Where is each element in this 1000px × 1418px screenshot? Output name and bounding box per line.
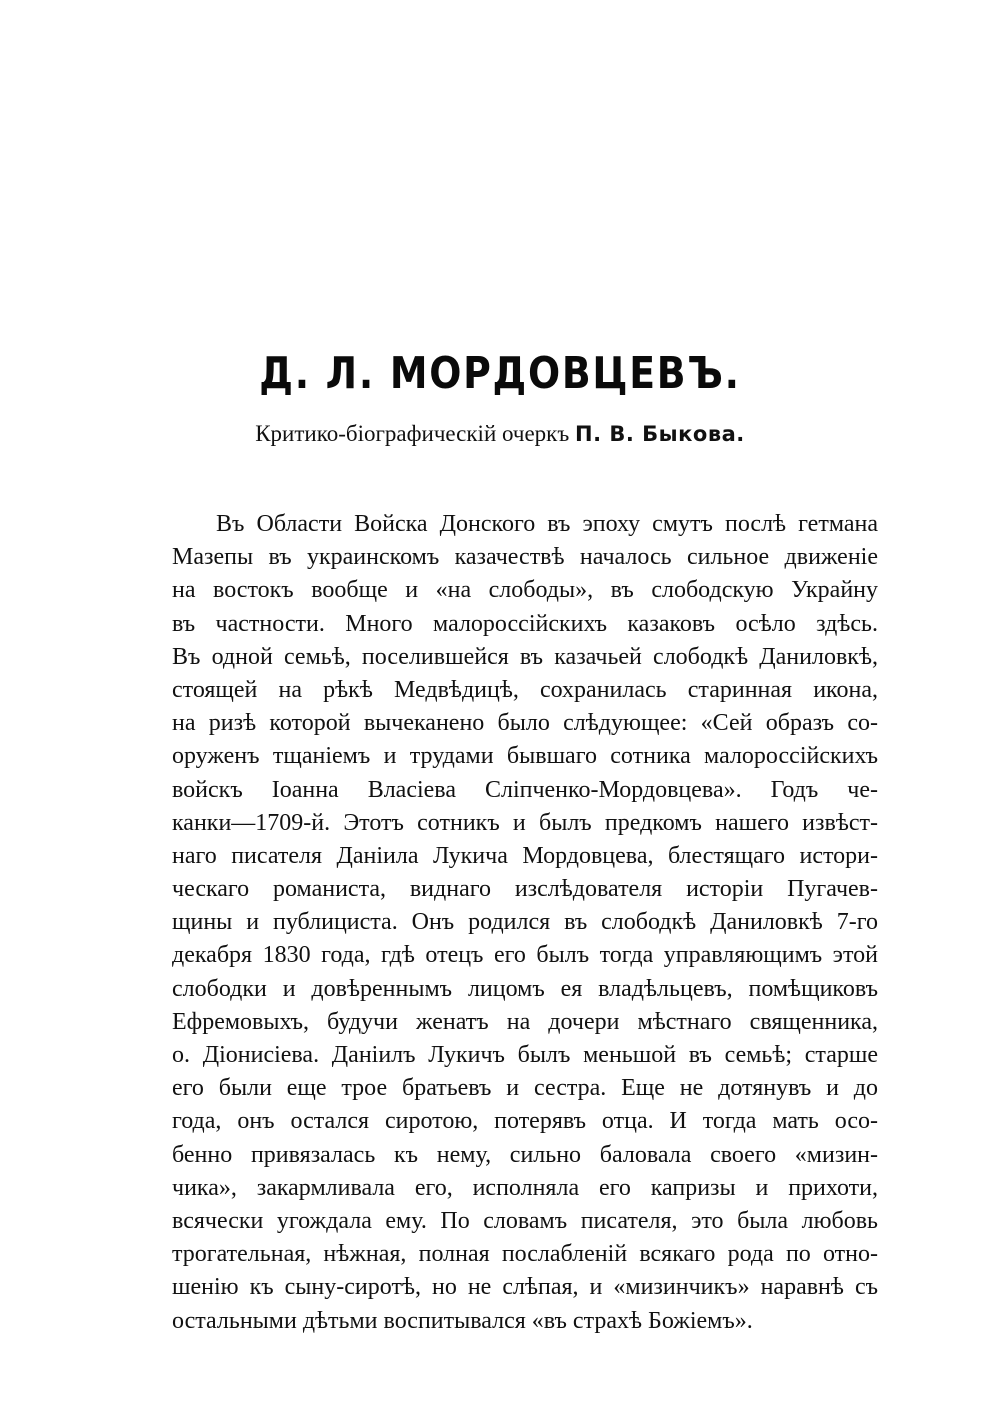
text-line: на востокъ вообще и «на слободы», въ слободскую Украйну [172, 577, 878, 604]
text-line: на ризѣ которой вычеканено было слѣдующее: «Сей образъ со- [172, 710, 878, 737]
text-line: трогательная, нѣжная, полная послабленій всякаго рода по отно- [172, 1241, 878, 1268]
body-paragraph [172, 508, 878, 1338]
text-line: бенно привязалась къ нему, сильно баловала своего «мизин- [172, 1141, 878, 1168]
subtitle-author: П. В. Быкова. [575, 422, 745, 446]
text-line: ческаго романиста, виднаго изслѣдователя исторіи Пугачев- [172, 876, 878, 903]
text-line: о. Діонисіева. Даніилъ Лукичъ былъ меньшой въ семьѣ; старше [172, 1042, 878, 1068]
text-line: шенію къ сыну-сиротѣ, но не слѣпая, и «мизинчикъ» наравнѣ съ [172, 1274, 878, 1301]
text-line: Ефремовыхъ, будучи женатъ на дочери мѣстнаго священника, [172, 1008, 878, 1035]
page-title: Д. Л. МОРДОВЦЕВЪ. [259, 348, 741, 399]
text-line: остальными дѣтьми воспитывался «въ страхѣ Божіемъ». [172, 1307, 753, 1334]
text-line: его были еще трое братьевъ и сестра. Еще не дотянувъ и до [172, 1075, 878, 1102]
text-line: стоящей на рѣкѣ Медвѣдицѣ, сохранилась старинная икона, [172, 676, 878, 703]
text-line: года, онъ остался сиротою, потерявъ отца. И тогда мать осо- [172, 1108, 878, 1135]
text-line: чика», закармливала его, исполняла его капризы и прихоти, [172, 1174, 878, 1201]
text-line: всячески угождала ему. По словамъ писателя, это была любовь [172, 1207, 878, 1234]
text-line: Въ одной семьѣ, поселившейся въ казачьей слободкѣ Даниловкѣ, [172, 643, 878, 670]
text-line: щины и публициста. Онъ родился въ слободкѣ Даниловкѣ 7-го [172, 909, 878, 936]
text-line: канки—1709-й. Этотъ сотникъ и былъ предкомъ нашего извѣст- [172, 809, 878, 836]
subtitle-text: Критико-біографическій очеркъ [255, 421, 570, 446]
text-line: Мазепы въ украинскомъ казачествѣ началось сильное движеніе [172, 544, 878, 571]
text-line: Въ Области Войска Донского въ эпоху смутъ послѣ гетмана [216, 511, 878, 537]
subtitle [0, 418, 1000, 450]
text-line: слободки и довѣреннымъ лицомъ ея владѣльцевъ, помѣщиковъ [172, 975, 878, 1002]
text-line: наго писателя Даніила Лукича Мордовцева, блестящаго истори- [172, 842, 878, 869]
text-line: войскъ Іоанна Власіева Сліпченко-Мордовцева». Годъ че- [172, 776, 878, 803]
text-line: въ частности. Много малороссійскихъ казаковъ осѣло здѣсь. [172, 610, 878, 637]
text-line: оруженъ тщаніемъ и трудами бывшаго сотника малороссійскихъ [172, 743, 878, 770]
text-line: декабря 1830 года, гдѣ отецъ его былъ тогда управляющимъ этой [172, 942, 878, 969]
